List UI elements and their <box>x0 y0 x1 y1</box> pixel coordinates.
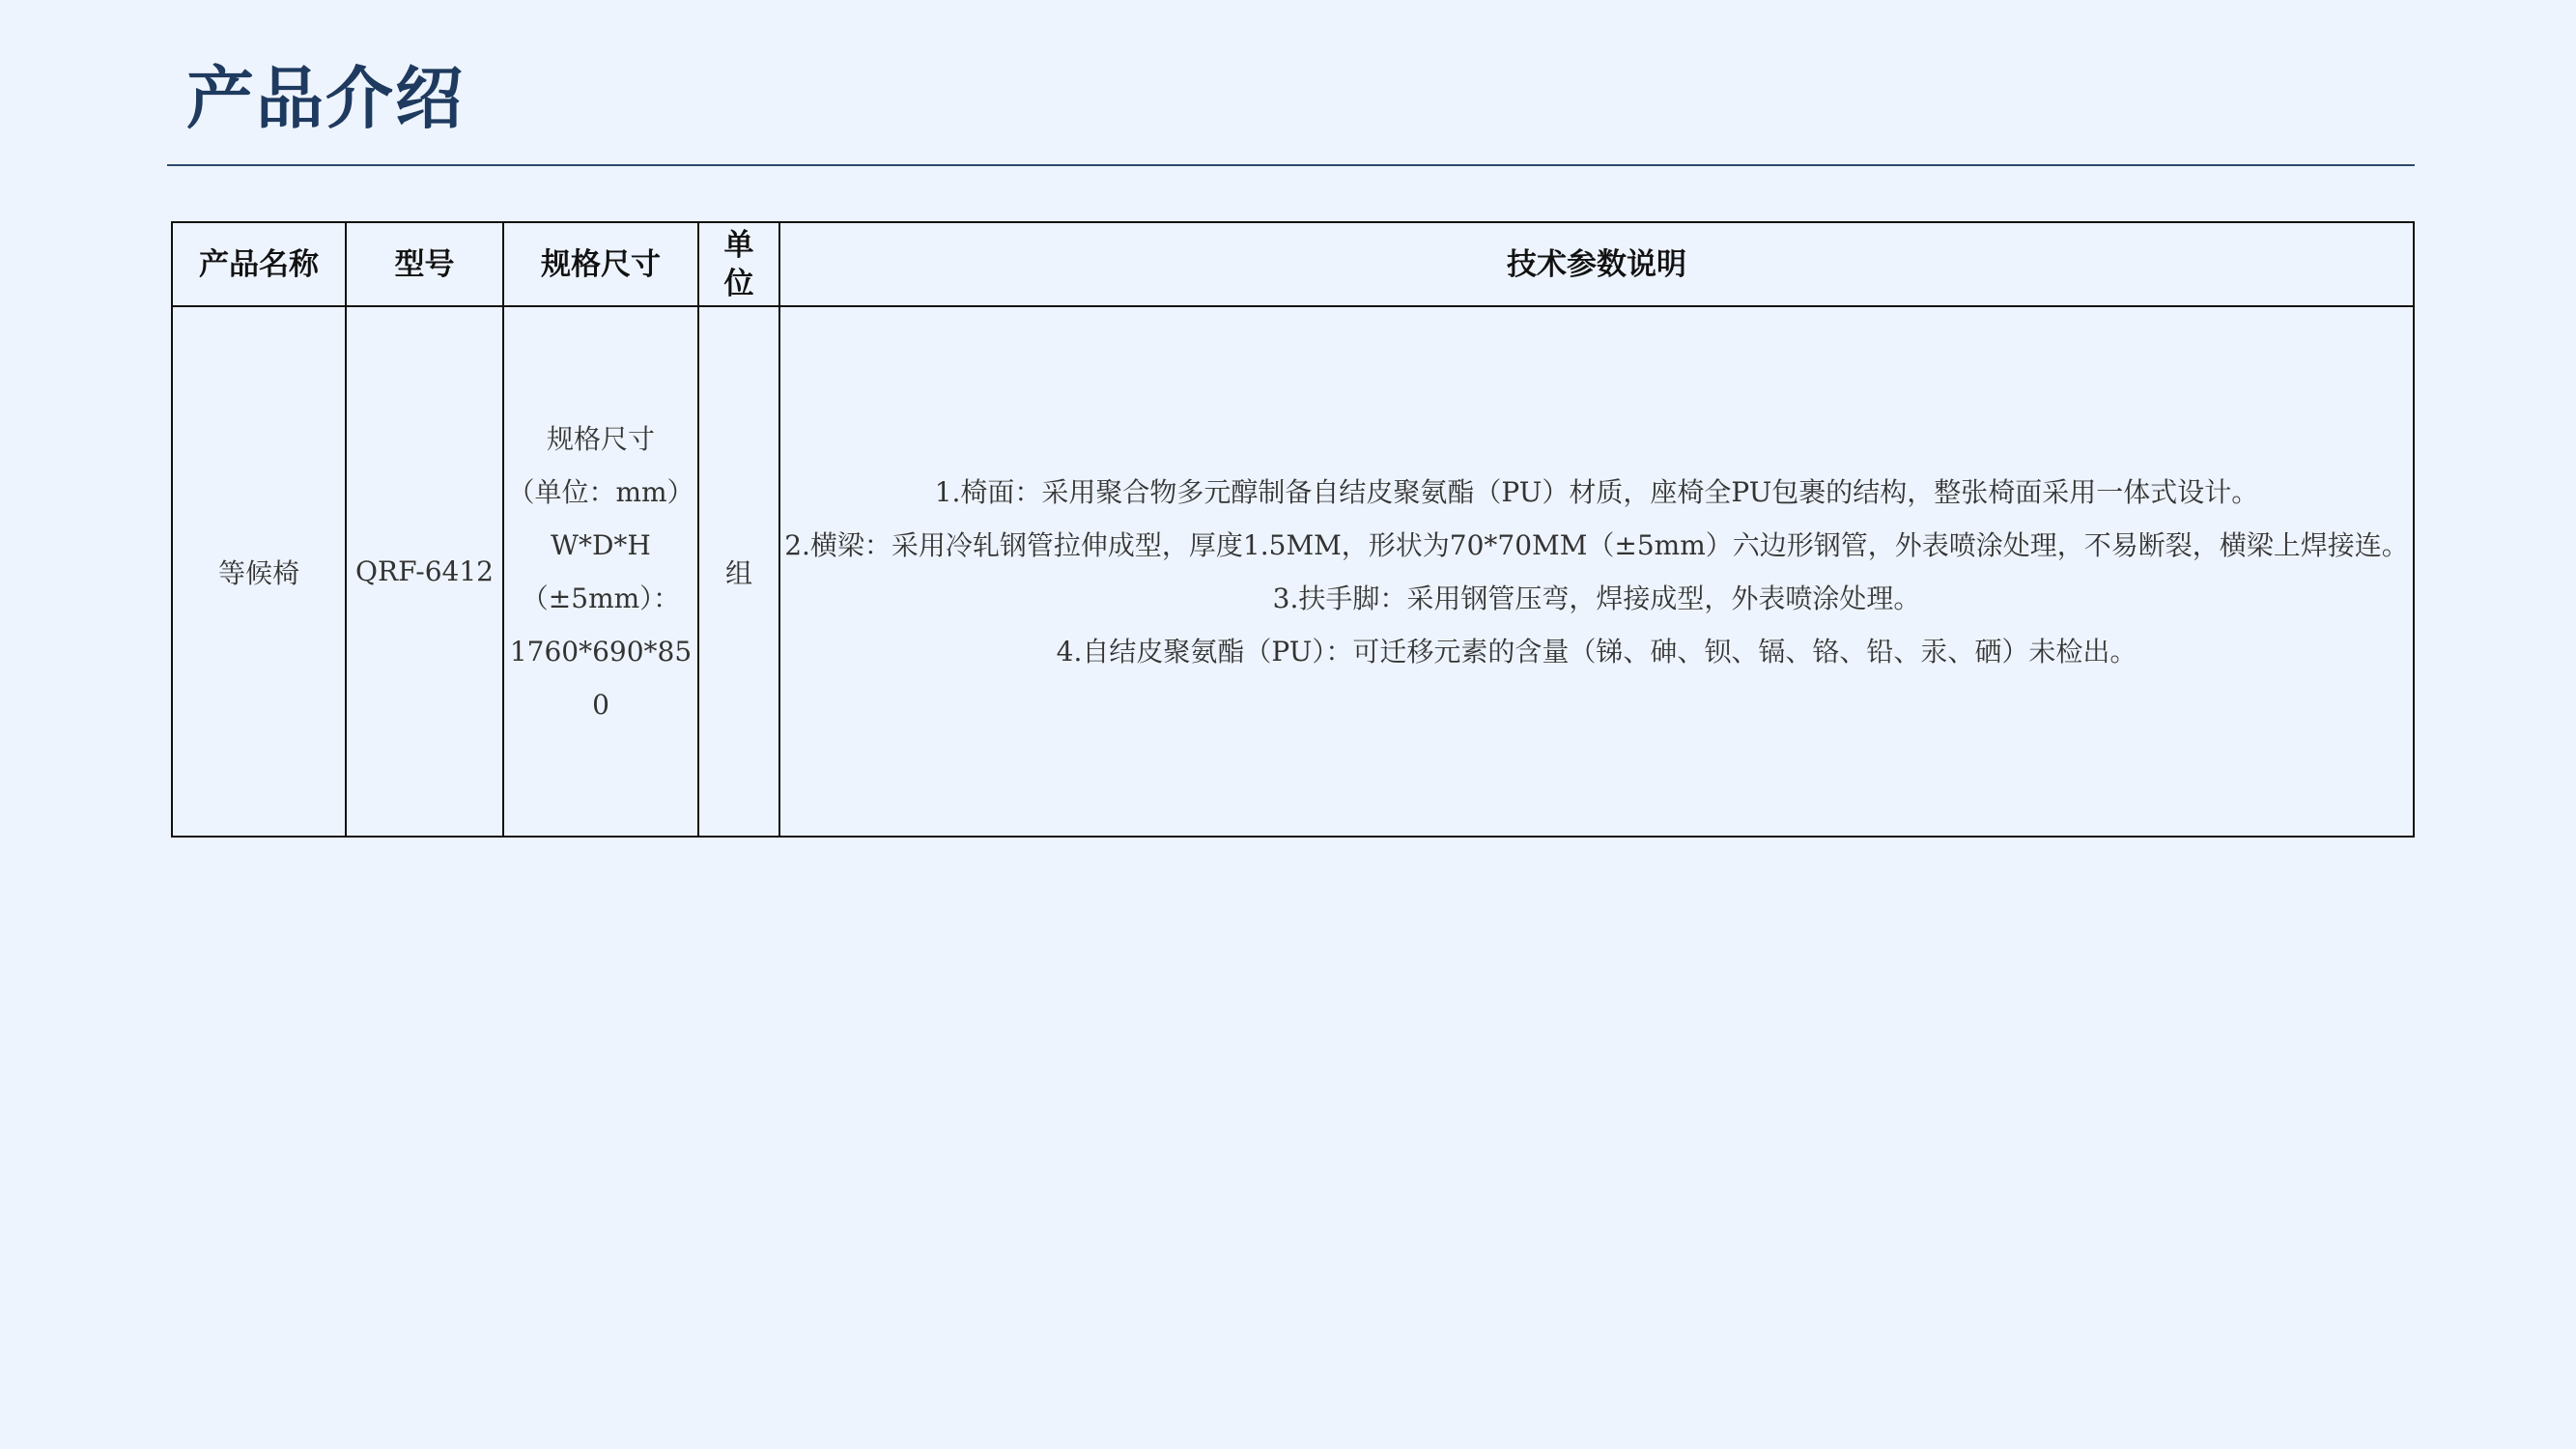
cell-spec <box>503 306 698 837</box>
header-tech-params: 技术参数说明 <box>779 222 2414 306</box>
tech-line-armrest: 3.扶手脚：采用钢管压弯，焊接成型，外表喷涂处理。 <box>1272 582 1921 614</box>
page-title: 产品介绍 <box>186 59 465 138</box>
cell-model: QRF-6412 <box>346 306 503 837</box>
spec-line: 规格尺寸 <box>546 422 655 455</box>
tech-line-pu-test: 4.自结皮聚氨酯（PU）：可迁移元素的含量（锑、砷、钡、镉、铬、铅、汞、硒）未检出。 <box>1056 635 2137 668</box>
table-row <box>172 306 2414 837</box>
header-product-name: 产品名称 <box>172 222 346 306</box>
tech-line-seat: 1.椅面：采用聚合物多元醇制备自结皮聚氨酯（PU）材质，座椅全PU包裹的结构，整张椅面采用一体式设计。 <box>934 475 2259 508</box>
header-unit <box>698 222 779 306</box>
table-header-row <box>172 222 2414 306</box>
cell-product-name: 等候椅 <box>172 306 346 837</box>
product-table <box>171 221 2415 838</box>
header-model: 型号 <box>346 222 503 306</box>
tech-line-beam: 2.横梁：采用冷轧钢管拉伸成型，厚度1.5MM，形状为70*70MM（±5mm）六边形钢管，外表喷涂处理，不易断裂，横梁上焊接连。 <box>784 528 2409 561</box>
header-spec: 规格尺寸 <box>503 222 698 306</box>
spec-line: 1760*690*850 <box>509 635 693 721</box>
spec-line: W*D*H <box>551 528 651 561</box>
cell-tech-params <box>779 306 2414 837</box>
header-unit-line2: 位 <box>723 266 754 301</box>
spec-line: （单位：mm） <box>507 475 694 508</box>
spec-line: （±5mm）： <box>521 582 681 614</box>
cell-unit: 组 <box>698 306 779 837</box>
title-divider <box>167 164 2415 166</box>
header-unit-line1: 单 <box>723 227 754 263</box>
